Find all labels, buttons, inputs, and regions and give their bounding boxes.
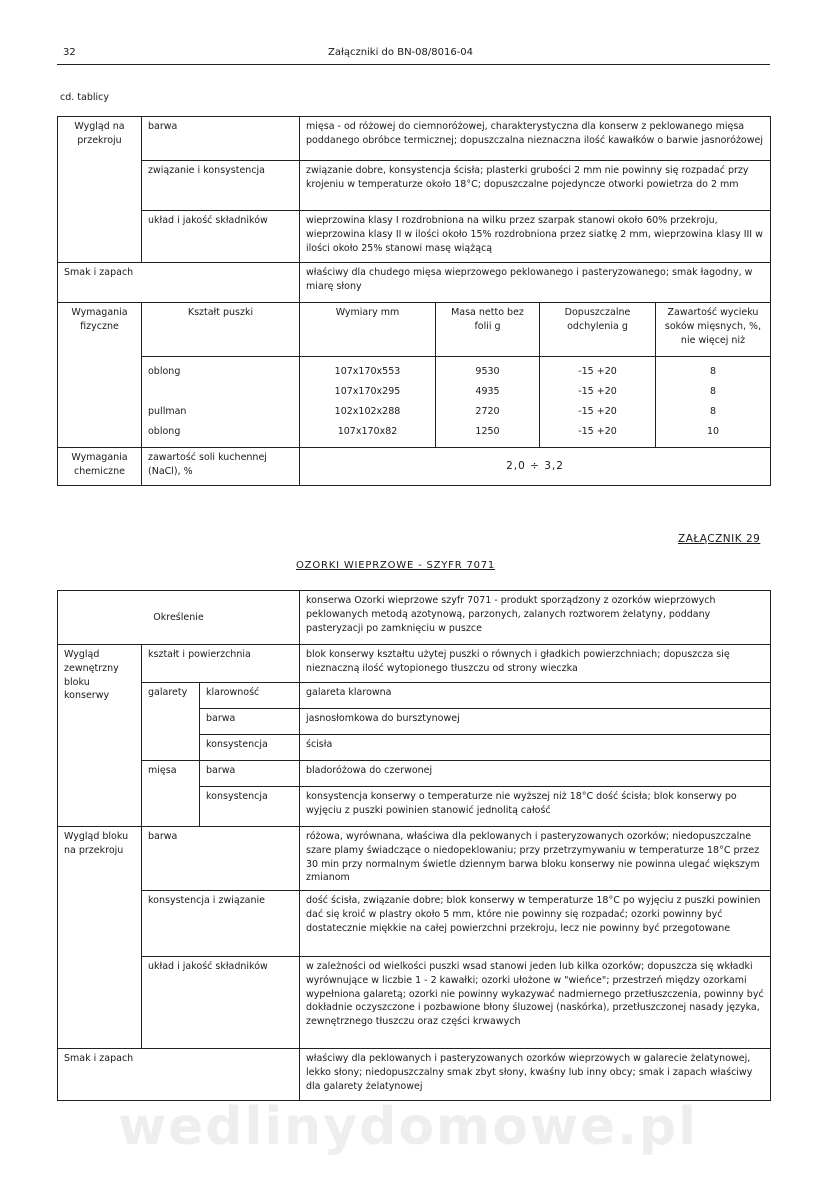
cross-label: Wygląd bloku na przekroju	[58, 827, 142, 1049]
table-row	[58, 382, 771, 402]
salt-value: 2,0 ÷ 3,2	[300, 448, 771, 486]
taste-text-2: właściwy dla peklowanych i pasteryzowanych ozorków wieprzowych w galarecie żelatynowej, lekko słony; niedopuszczalny smak zbyt słony, kwaśny lub inny obcy; smak i zapach właściwy dla galarety żelatynowej	[300, 1049, 771, 1101]
salt-label: zawartość soli kuchennej (NaCl), %	[142, 448, 300, 486]
row-tol: -15 +20	[540, 402, 656, 422]
row-shape: oblong	[142, 422, 300, 448]
row-tol: -15 +20	[540, 357, 656, 382]
header-rule	[57, 64, 770, 65]
row-juice: 10	[656, 422, 771, 448]
table-row	[58, 357, 771, 382]
col-shape-header: Kształt puszki	[142, 303, 300, 357]
row-mass: 2720	[436, 402, 540, 422]
jelly-cons-text: ścisła	[300, 735, 771, 761]
row-juice: 8	[656, 402, 771, 422]
row-dims: 107x170x82	[300, 422, 436, 448]
binding-label: związanie i konsystencja	[142, 161, 300, 211]
appearance-header: Wygląd na przekroju	[58, 117, 142, 263]
binding-text: związanie dobre, konsystencja ścisła; plasterki grubości 2 mm nie powinny się rozpadać przy krojeniu w temperaturze około 18°C; dopuszczalne pojedyncze otworki powietrza do 2 mm	[300, 161, 771, 211]
page-number: 32	[63, 47, 76, 58]
cross-color-text: różowa, wyrównana, właściwa dla peklowanych i pasteryzowanych ozorków; niedopuszczalne szare plamy świadczące o niedopeklowaniu; przy przetrzymywaniu w temperaturze 18°C przez 30 min przy normalnym świetle dziennym barwa bloku konserwy nie powinna ulegać większym zmianom	[300, 827, 771, 891]
taste-label-2: Smak i zapach	[58, 1049, 300, 1101]
row-shape: pullman	[142, 402, 300, 422]
row-mass: 4935	[436, 382, 540, 402]
jelly-cons-label: konsystencja	[200, 735, 300, 761]
row-tol: -15 +20	[540, 422, 656, 448]
row-juice: 8	[656, 382, 771, 402]
row-dims: 102x102x288	[300, 402, 436, 422]
row-tol: -15 +20	[540, 382, 656, 402]
row-dims: 107x170x295	[300, 382, 436, 402]
jelly-color-text: jasnosłomkowa do bursztynowej	[300, 709, 771, 735]
outer-label: Wygląd zewnętrzny bloku konserwy	[58, 645, 142, 827]
meat-color-label: barwa	[200, 761, 300, 787]
spec-table-2	[57, 590, 771, 1101]
composition-label: układ i jakość składników	[142, 211, 300, 263]
definition-text: konserwa Ozorki wieprzowe szyfr 7071 - produkt sporządzony z ozorków wieprzowych peklowanych metodą azotynową, parzonych, zalanych roztworem żelatyny, poddany pasteryzacji po zamknięciu w puszce	[300, 591, 771, 645]
table-row	[58, 422, 771, 448]
spec-table-1	[57, 116, 771, 486]
jelly-color-label: barwa	[200, 709, 300, 735]
watermark: wedlinydomowe.pl	[118, 1097, 699, 1157]
meat-cons-label: konsystencja	[200, 787, 300, 827]
section-title: OZORKI WIEPRZOWE - SZYFR 7071	[296, 560, 496, 571]
cross-color-label: barwa	[142, 827, 300, 891]
clarity-label: klarowność	[200, 683, 300, 709]
row-juice: 8	[656, 357, 771, 382]
cross-comp-label: układ i jakość składników	[142, 957, 300, 1049]
clarity-text: galareta klarowna	[300, 683, 771, 709]
cross-cons-label: konsystencja i związanie	[142, 891, 300, 957]
row-shape	[142, 382, 300, 402]
taste-text: właściwy dla chudego mięsa wieprzowego peklowanego i pasteryzowanego; smak łagodny, w miarę słony	[300, 263, 771, 303]
col-mass-header: Masa netto bez folii g	[436, 303, 540, 357]
color-text: mięsa - od różowej do ciemnoróżowej, charakterystyczna dla konserw z peklowanego mięsa poddanego obróbce termicznej; dopuszczalna nieznaczna ilość kawałków o barwie jasnoróżowej	[300, 117, 771, 161]
header-title: Załączniki do BN-08/8016-04	[328, 47, 474, 58]
meat-color-text: bladoróżowa do czerwonej	[300, 761, 771, 787]
cross-cons-text: dość ścisła, związanie dobre; blok konserwy w temperaturze 18°C po wyjęciu z puszki powinien dać się kroić w plastry około 5 mm, które nie powinny się rozpadać; ozorki powinny być dostatecznie miękkie na całej powierzchni przekroju, lecz nie powinny być przegotowane	[300, 891, 771, 957]
shape-label: kształt i powierzchnia	[142, 645, 300, 683]
col-juice-header: Zawartość wycieku soków mięsnych, %, nie więcej niż	[656, 303, 771, 357]
row-shape: oblong	[142, 357, 300, 382]
jelly-label: galarety	[142, 683, 200, 761]
page-header	[60, 46, 770, 66]
table-row	[58, 402, 771, 422]
row-dims: 107x170x553	[300, 357, 436, 382]
meat-label: mięsa	[142, 761, 200, 827]
row-mass: 1250	[436, 422, 540, 448]
definition-label: Określenie	[58, 591, 300, 645]
row-mass: 9530	[436, 357, 540, 382]
physical-label: Wymagania fizyczne	[58, 303, 142, 448]
col-dims-header: Wymiary mm	[300, 303, 436, 357]
color-label: barwa	[142, 117, 300, 161]
taste-label: Smak i zapach	[58, 263, 300, 303]
cross-comp-text: w zależności od wielkości puszki wsad stanowi jeden lub kilka ozorków; dopuszcza się wkładki wyrównujące w liczbie 1 - 2 kawałki; ozorki ułożone w "wieńce"; przestrzeń między ozorkami wypełniona galaretą; ozorki nie powinny wykazywać nadmiernego przetłuszczenia, powinny być dokładnie oczyszczone i pozbawione błony śluzowej (naskórka), przetłuszczonej nasady języka, zewnętrznego tłuszczu oraz części krwawych	[300, 957, 771, 1049]
continuation-label: cd. tablicy	[60, 92, 109, 103]
composition-text: wieprzowina klasy I rozdrobniona na wilku przez szarpak stanowi około 60% przekroju, wieprzowina klasy II w ilości około 15% rozdrobniona przez siatkę 2 mm, wieprzowina klasy III w ilości około 25% stanowi masę wiążącą	[300, 211, 771, 263]
chemical-label: Wymagania chemiczne	[58, 448, 142, 486]
shape-text: blok konserwy kształtu użytej puszki o równych i gładkich powierzchniach; dopuszcza się nieznaczną ilość wytopionego tłuszczu od strony wieczka	[300, 645, 771, 683]
annex-label: ZAŁĄCZNIK 29	[678, 533, 761, 545]
meat-cons-text: konsystencja konserwy o temperaturze nie wyższej niż 18°C dość ścisła; blok konserwy po wyjęciu z puszki powinien stanowić jednolitą całość	[300, 787, 771, 827]
col-tol-header: Dopuszczalne odchylenia g	[540, 303, 656, 357]
